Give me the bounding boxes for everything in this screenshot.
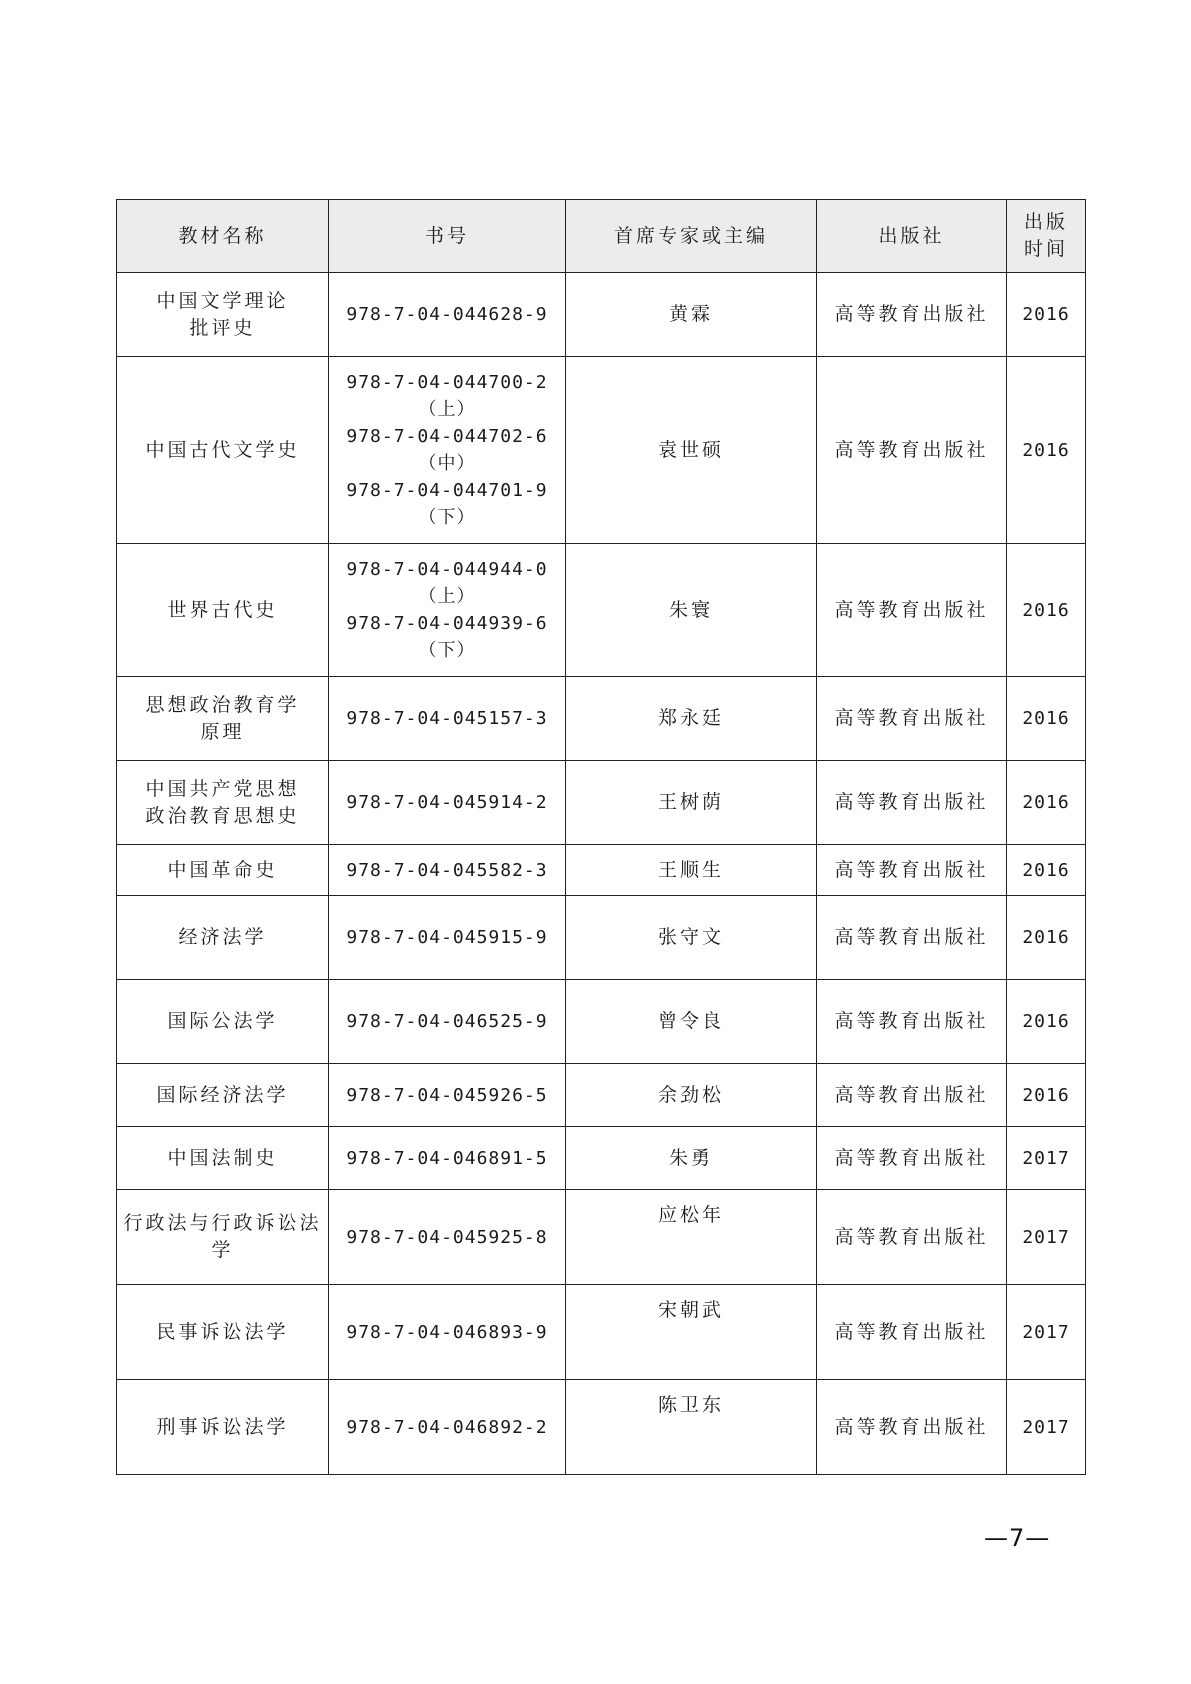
cell-textbook-name bbox=[117, 896, 329, 980]
cell-year: 2016 bbox=[1007, 1064, 1086, 1127]
header-year-line-1: 出版 bbox=[1023, 211, 1068, 233]
cell-year: 2016 bbox=[1007, 980, 1086, 1064]
textbook-name-line: 原理 bbox=[200, 720, 245, 743]
isbn-line: 978-7-04-046892-2 bbox=[346, 1416, 548, 1438]
isbn-line: （上） bbox=[418, 586, 476, 607]
table-body bbox=[117, 273, 1086, 1475]
isbn-line: 978-7-04-044628-9 bbox=[346, 304, 548, 325]
isbn-line: 978-7-04-045925-8 bbox=[346, 1226, 548, 1248]
cell-year: 2016 bbox=[1007, 845, 1086, 896]
textbook-name-line: 国际公法学 bbox=[167, 1010, 278, 1032]
textbook-name-line: 国际经济法学 bbox=[156, 1083, 289, 1106]
table-row bbox=[117, 357, 1086, 544]
textbook-name-line: 学 bbox=[211, 1239, 234, 1261]
textbook-name-line: 中国法制史 bbox=[167, 1146, 278, 1169]
cell-textbook-name bbox=[117, 980, 329, 1064]
cell-year: 2017 bbox=[1007, 1285, 1086, 1380]
isbn-line: 978-7-04-045926-5 bbox=[346, 1084, 548, 1106]
cell-isbn bbox=[329, 1285, 566, 1380]
cell-textbook-name bbox=[117, 1190, 329, 1285]
textbook-name-line: 思想政治教育学 bbox=[145, 693, 300, 716]
textbook-name-line: 中国古代文学史 bbox=[145, 438, 300, 461]
textbook-name-line: 行政法与行政诉讼法 bbox=[123, 1212, 322, 1234]
cell-publisher: 高等教育出版社 bbox=[817, 357, 1007, 544]
cell-isbn bbox=[329, 357, 566, 544]
cell-year: 2016 bbox=[1007, 544, 1086, 677]
cell-isbn bbox=[329, 980, 566, 1064]
cell-textbook-name bbox=[117, 1285, 329, 1380]
cell-year: 2016 bbox=[1007, 357, 1086, 544]
cell-textbook-name bbox=[117, 1380, 329, 1475]
header-editor: 首席专家或主编 bbox=[566, 200, 817, 273]
cell-year: 2017 bbox=[1007, 1127, 1086, 1190]
table-row bbox=[117, 1285, 1086, 1380]
cell-textbook-name bbox=[117, 357, 329, 544]
cell-editor: 应松年 bbox=[566, 1190, 817, 1285]
cell-year: 2016 bbox=[1007, 273, 1086, 357]
header-year-line-2: 时间 bbox=[1023, 238, 1068, 260]
cell-editor: 张守文 bbox=[566, 896, 817, 980]
cell-isbn bbox=[329, 273, 566, 357]
textbook-name-line: 中国共产党思想 bbox=[145, 777, 300, 800]
textbook-name-line: 世界古代史 bbox=[167, 598, 278, 621]
cell-editor: 宋朝武 bbox=[566, 1285, 817, 1380]
table-row bbox=[117, 273, 1086, 357]
textbook-name-line: 刑事诉讼法学 bbox=[156, 1415, 289, 1438]
cell-publisher: 高等教育出版社 bbox=[817, 845, 1007, 896]
textbook-name-line: 中国文学理论 bbox=[156, 289, 289, 312]
cell-publisher: 高等教育出版社 bbox=[817, 1380, 1007, 1475]
table-row bbox=[117, 544, 1086, 677]
table-row bbox=[117, 1064, 1086, 1127]
cell-isbn bbox=[329, 1380, 566, 1475]
isbn-line: （上） bbox=[418, 399, 476, 420]
table-row bbox=[117, 1190, 1086, 1285]
cell-publisher: 高等教育出版社 bbox=[817, 273, 1007, 357]
cell-editor: 陈卫东 bbox=[566, 1380, 817, 1475]
isbn-line: 978-7-04-044939-6 bbox=[346, 613, 548, 634]
cell-editor: 王树荫 bbox=[566, 761, 817, 845]
cell-textbook-name bbox=[117, 845, 329, 896]
isbn-line: 978-7-04-046525-9 bbox=[346, 1011, 548, 1032]
table-row bbox=[117, 761, 1086, 845]
cell-isbn bbox=[329, 896, 566, 980]
cell-publisher: 高等教育出版社 bbox=[817, 1190, 1007, 1285]
header-publisher: 出版社 bbox=[817, 200, 1007, 273]
cell-publisher: 高等教育出版社 bbox=[817, 896, 1007, 980]
cell-isbn bbox=[329, 677, 566, 761]
cell-textbook-name bbox=[117, 1064, 329, 1127]
cell-isbn bbox=[329, 1064, 566, 1127]
cell-isbn bbox=[329, 544, 566, 677]
cell-editor: 黄霖 bbox=[566, 273, 817, 357]
isbn-line: 978-7-04-044700-2 bbox=[346, 372, 548, 393]
table-row bbox=[117, 677, 1086, 761]
cell-year: 2017 bbox=[1007, 1380, 1086, 1475]
cell-publisher: 高等教育出版社 bbox=[817, 761, 1007, 845]
cell-publisher: 高等教育出版社 bbox=[817, 1064, 1007, 1127]
header-isbn: 书号 bbox=[329, 200, 566, 273]
header-row bbox=[117, 200, 1086, 273]
cell-publisher: 高等教育出版社 bbox=[817, 1285, 1007, 1380]
isbn-line: 978-7-04-046891-5 bbox=[346, 1147, 548, 1169]
cell-textbook-name bbox=[117, 544, 329, 677]
cell-editor: 曾令良 bbox=[566, 980, 817, 1064]
cell-year: 2016 bbox=[1007, 761, 1086, 845]
header-year bbox=[1007, 200, 1086, 273]
header-name: 教材名称 bbox=[117, 200, 329, 273]
cell-isbn bbox=[329, 761, 566, 845]
cell-editor: 王顺生 bbox=[566, 845, 817, 896]
cell-editor: 余劲松 bbox=[566, 1064, 817, 1127]
textbook-table bbox=[116, 199, 1086, 1475]
cell-textbook-name bbox=[117, 273, 329, 357]
isbn-line: 978-7-04-044702-6 bbox=[346, 426, 548, 447]
cell-textbook-name bbox=[117, 1127, 329, 1190]
cell-editor: 郑永廷 bbox=[566, 677, 817, 761]
table-row bbox=[117, 896, 1086, 980]
isbn-line: 978-7-04-045157-3 bbox=[346, 708, 548, 729]
isbn-line: （下） bbox=[418, 640, 476, 661]
table-row bbox=[117, 1380, 1086, 1475]
cell-year: 2016 bbox=[1007, 896, 1086, 980]
isbn-line: （中） bbox=[418, 453, 476, 474]
textbook-name-line: 中国革命史 bbox=[167, 858, 278, 881]
page-number: —7— bbox=[984, 1524, 1051, 1552]
cell-editor: 朱寰 bbox=[566, 544, 817, 677]
isbn-line: 978-7-04-044701-9 bbox=[346, 480, 548, 501]
cell-isbn bbox=[329, 1127, 566, 1190]
isbn-line: （下） bbox=[418, 507, 476, 528]
cell-publisher: 高等教育出版社 bbox=[817, 1127, 1007, 1190]
isbn-line: 978-7-04-044944-0 bbox=[346, 559, 548, 580]
cell-publisher: 高等教育出版社 bbox=[817, 980, 1007, 1064]
cell-publisher: 高等教育出版社 bbox=[817, 544, 1007, 677]
isbn-line: 978-7-04-045914-2 bbox=[346, 792, 548, 813]
cell-textbook-name bbox=[117, 677, 329, 761]
textbook-name-line: 政治教育思想史 bbox=[145, 804, 300, 827]
isbn-line: 978-7-04-046893-9 bbox=[346, 1321, 548, 1343]
textbook-name-line: 经济法学 bbox=[178, 926, 267, 948]
textbook-name-line: 民事诉讼法学 bbox=[156, 1320, 289, 1343]
table-row bbox=[117, 1127, 1086, 1190]
cell-editor: 朱勇 bbox=[566, 1127, 817, 1190]
cell-year: 2016 bbox=[1007, 677, 1086, 761]
table-row bbox=[117, 845, 1086, 896]
cell-isbn bbox=[329, 1190, 566, 1285]
cell-editor: 袁世硕 bbox=[566, 357, 817, 544]
cell-isbn bbox=[329, 845, 566, 896]
cell-publisher: 高等教育出版社 bbox=[817, 677, 1007, 761]
table-row bbox=[117, 980, 1086, 1064]
isbn-line: 978-7-04-045915-9 bbox=[346, 927, 548, 948]
isbn-line: 978-7-04-045582-3 bbox=[346, 859, 548, 881]
cell-textbook-name bbox=[117, 761, 329, 845]
cell-year: 2017 bbox=[1007, 1190, 1086, 1285]
textbook-name-line: 批评史 bbox=[189, 316, 256, 339]
